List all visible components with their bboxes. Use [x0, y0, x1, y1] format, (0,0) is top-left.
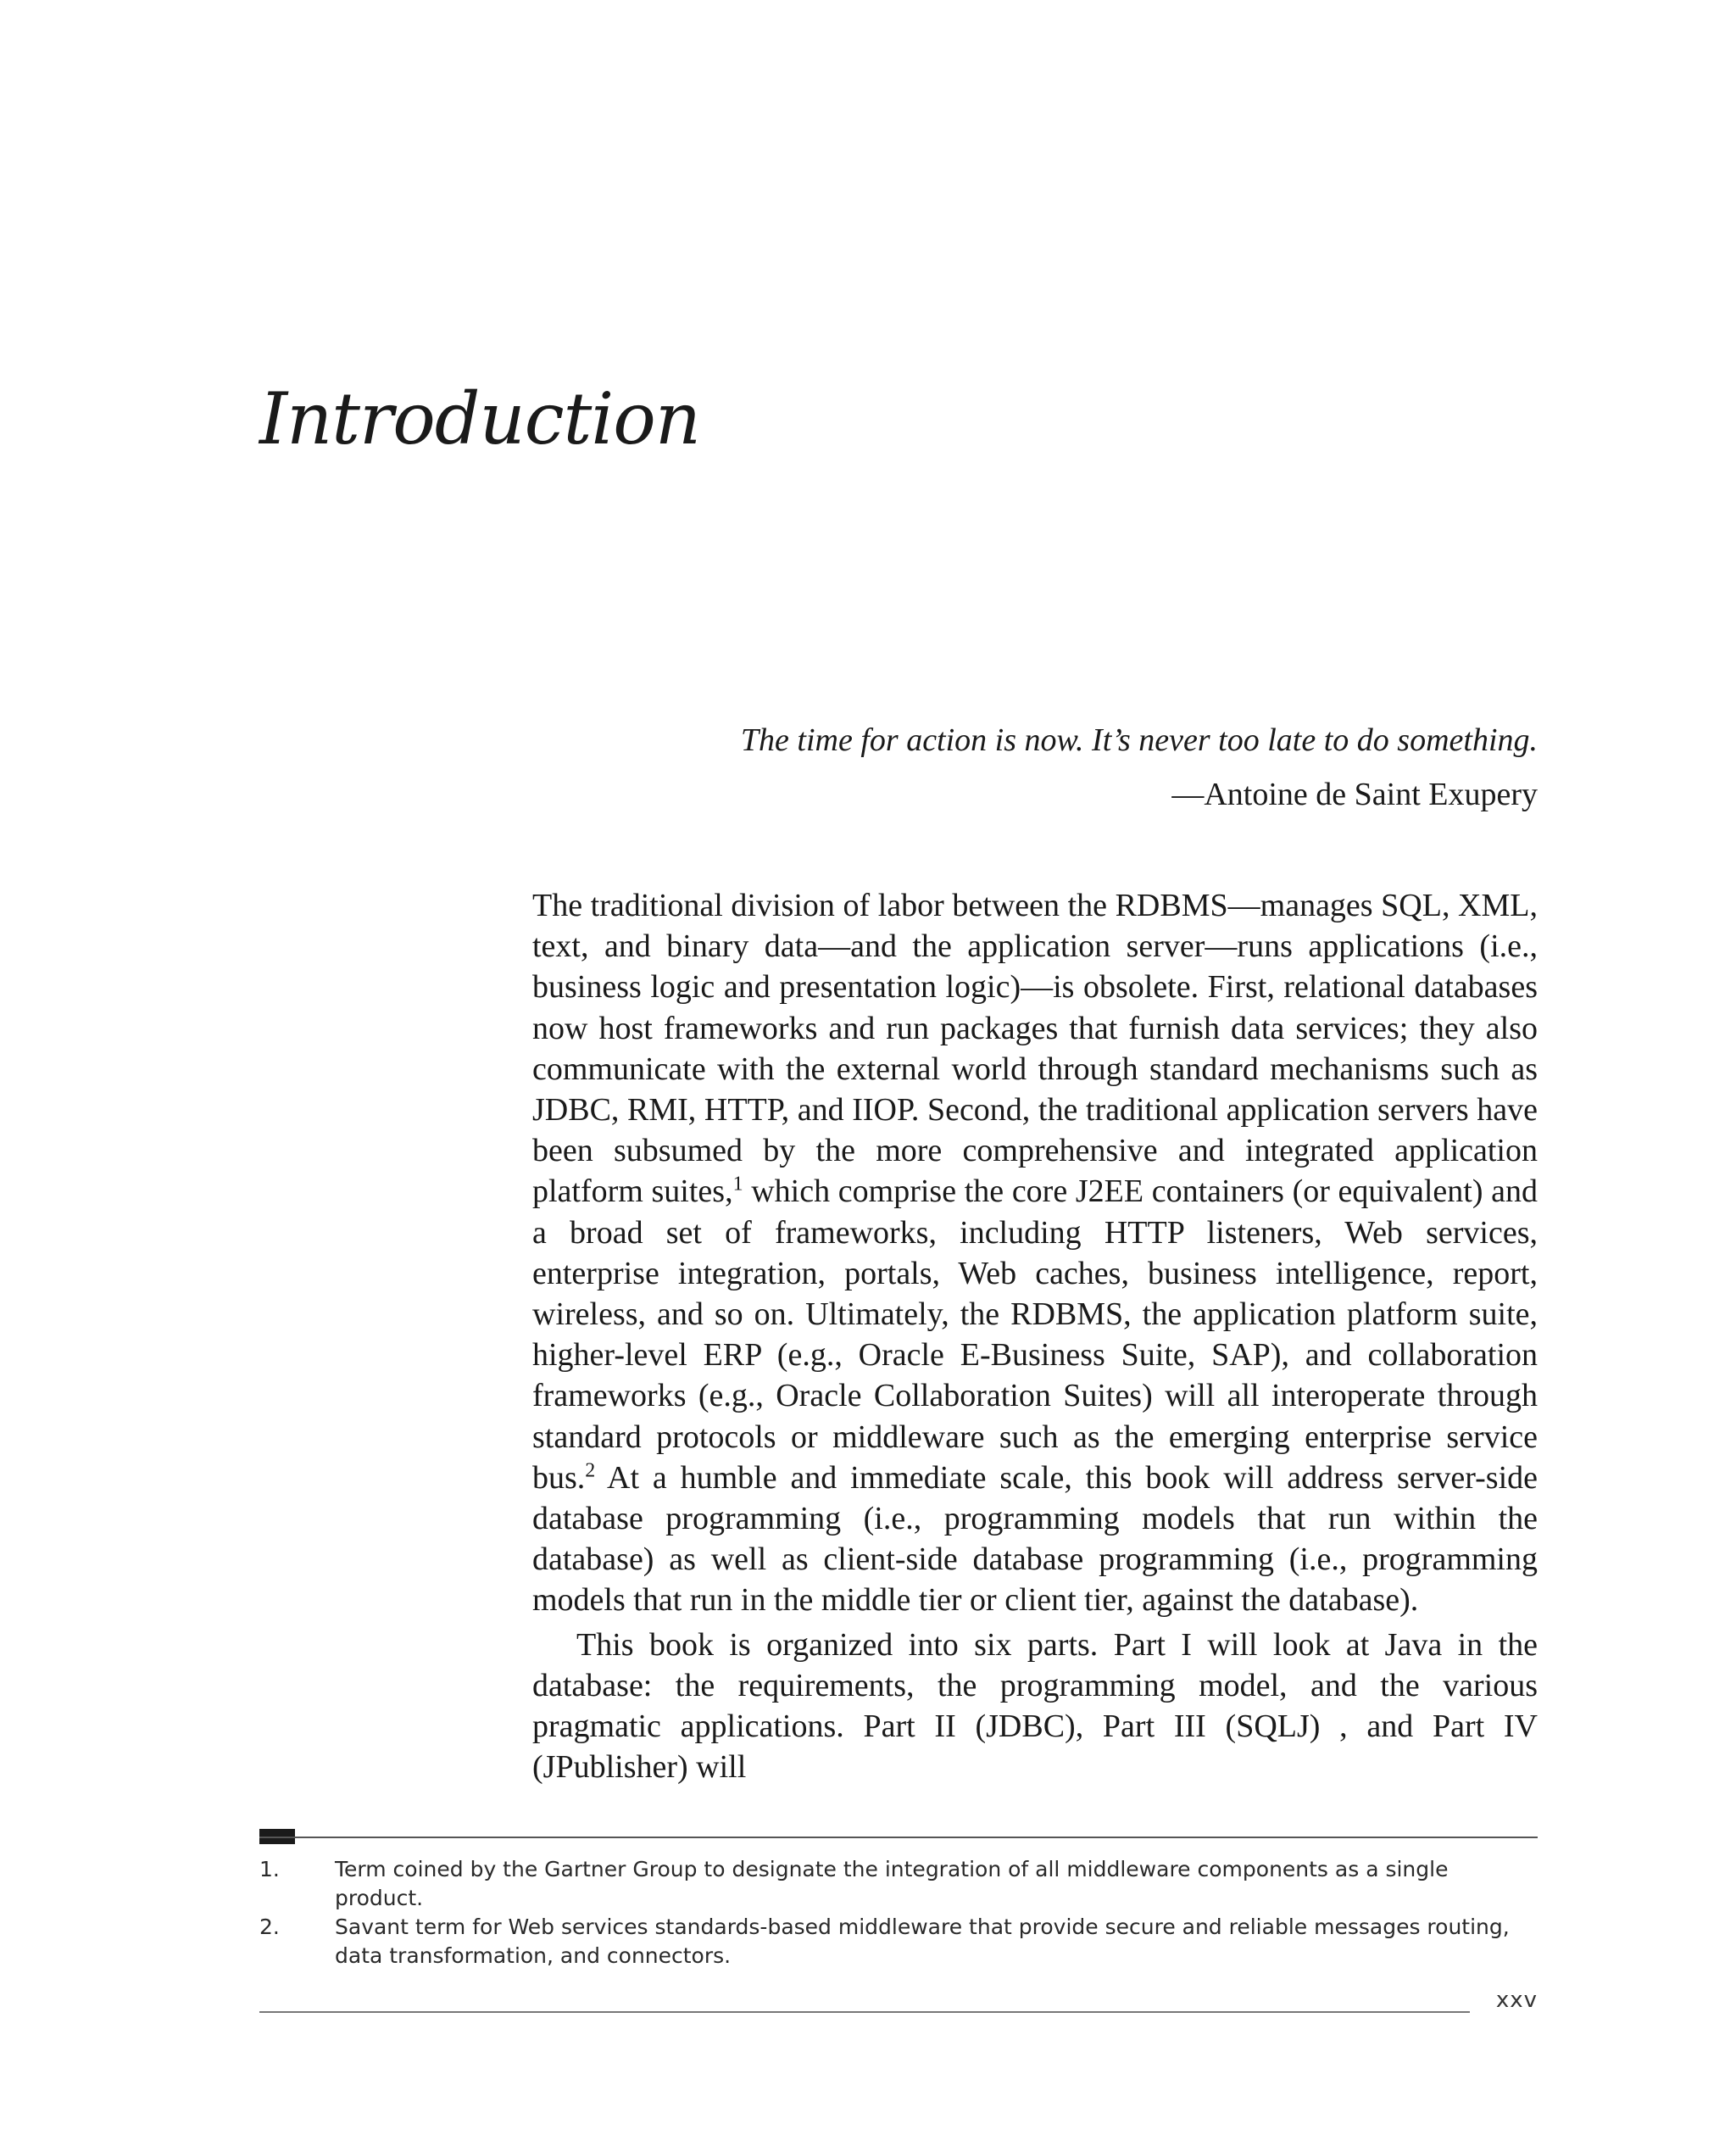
footer-divider	[259, 2011, 1470, 2013]
paragraph-1-text-a: The traditional division of labor between the RDBMS—manages SQL, XML, text, and binary data—and the application server—runs applications (i.e., business logic and presentation logic)—is obsolete. First, relational databases now host frameworks and run packages that furnish data services; they also communicate with the external world through standard mechanisms such as JDBC, RMI, HTTP, and IIOP. Second, the traditional application servers have been subsumed by the more comprehensive and integrated application platform suites,	[532, 888, 1538, 1210]
footnote-2	[259, 1913, 1538, 1970]
chapter-title: Introduction	[259, 377, 700, 460]
footnote-1	[259, 1855, 1538, 1913]
footnote-number: 2.	[259, 1915, 280, 1939]
paragraph-2: This book is organized into six parts. Part I will look at Java in the database: the requirements, the programming model, and the various pragmatic applications. Part II (JDBC), Part III (SQLJ) , and Part IV (JPublisher) will	[532, 1626, 1538, 1786]
footnote-divider	[259, 1837, 1538, 1838]
body-text	[532, 885, 1538, 1787]
footnote-text: Savant term for Web services standards-based middleware that provide secure and reliable messages routing, data transformation, and connectors.	[335, 1915, 1510, 1968]
epigraph-attribution: —Antoine de Saint Exupery	[1171, 777, 1538, 812]
page-number: xxv	[1495, 1987, 1538, 2013]
paragraph-1-text-c: At a humble and immediate scale, this book will address server-side database programming (i.e., programming models that run within the database) as well as client-side database programming (i.e., programming models that run in the middle tier or client tier, against the database).	[532, 1459, 1538, 1619]
paragraph-1	[532, 885, 1538, 1621]
footnote-number: 1.	[259, 1857, 280, 1881]
footnote-ref-2: 2	[585, 1459, 596, 1482]
epigraph	[526, 716, 1538, 818]
paragraph-1-text-b: which comprise the core J2EE containers (or equivalent) and a broad set of frameworks, including HTTP listeners, Web services, enterprise integration, portals, Web caches, business intelligence, report, wireless, and so on. Ultimately, the RDBMS, the application platform suite, higher-level ERP (e.g., Oracle E-Business Suite, SAP), and collaboration frameworks (e.g., Oracle Collaboration Suites) will all interoperate through standard protocols or middleware such as the emerging enterprise service bus.	[532, 1173, 1538, 1496]
footnotes	[259, 1855, 1538, 1970]
epigraph-quote: The time for action is now. It’s never too late to do something.	[740, 722, 1538, 758]
footnote-text: Term coined by the Gartner Group to designate the integration of all middleware components as a single product.	[335, 1857, 1449, 1910]
footnote-ref-1: 1	[732, 1173, 743, 1196]
